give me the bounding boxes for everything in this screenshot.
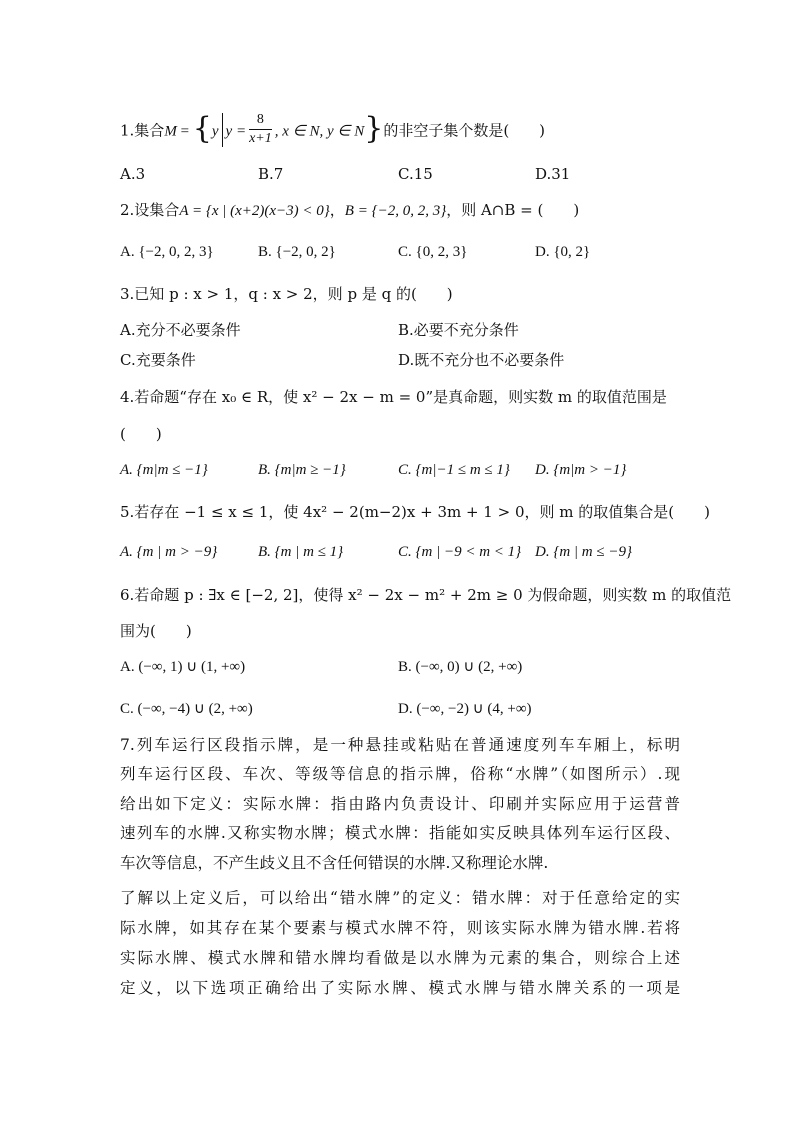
q1-conds: , x ∈ N, y ∈ N xyxy=(274,123,365,140)
q7-paragraph-1-line-2: 列车运行区段、车次、等级等信息的指示牌，俗称“水牌”（如图所示）.现 xyxy=(120,765,680,783)
q6-option-b: B. (−∞, 0) ∪ (2, +∞) xyxy=(398,659,523,675)
question-6-line-1: 6.若命题 p : ∃x ∈ [−2, 2]，使得 x² − 2x − m² + 2m ≥ 0 为假命题，则实数 m 的取值范 xyxy=(120,586,732,604)
q2-option-a: A. {−2, 0, 2, 3} xyxy=(120,244,214,260)
q1-frac-num: 8 xyxy=(249,111,272,130)
q3-option-a: A.充分不必要条件 xyxy=(120,321,241,339)
q3-option-d: D.既不充分也不必要条件 xyxy=(398,351,565,369)
q4-option-b: B. {m|m ≥ −1} xyxy=(258,462,346,478)
q2-prefix: 2.设集合 xyxy=(120,201,180,219)
q7-paragraph-1-line-3: 给出如下定义：实际水牌：指由路内负责设计、印刷并实际应用于运营普 xyxy=(120,795,680,813)
q1-option-d: D.31 xyxy=(535,165,571,183)
q7-paragraph-1-line-5: 车次等信息，不产生歧义且不含任何错误的水牌.又称理论水牌. xyxy=(120,854,549,872)
question-3: 3.已知 p : x > 1，q : x > 2，则 p 是 q 的( ) xyxy=(120,285,453,303)
q1-fraction xyxy=(249,111,272,148)
q2-sep: ， xyxy=(329,201,345,219)
q2-suffix: ，则 A∩B = ( ) xyxy=(446,201,580,219)
q4-option-a: A. {m|m ≤ −1} xyxy=(120,462,208,478)
q1-prefix: 1.集合 xyxy=(120,121,165,140)
q7-paragraph-2-line-1: 了解以上定义后，可以给出“错水牌”的定义：错水牌：对于任意给定的实 xyxy=(120,889,680,907)
q1-cond-y: y = xyxy=(225,123,247,140)
q1-var-y: y xyxy=(211,123,219,140)
q7-paragraph-1-line-1: 7.列车运行区段指示牌，是一种悬挂或粘贴在普通速度列车车厢上，标明 xyxy=(120,736,680,754)
q3-option-c: C.充要条件 xyxy=(120,351,196,369)
q6-option-d: D. (−∞, −2) ∪ (4, +∞) xyxy=(398,701,532,717)
q7-paragraph-2-line-3: 实际水牌、模式水牌和错水牌均看做是以水牌为元素的集合，则综合上述 xyxy=(120,949,680,967)
q2-option-d: D. {0, 2} xyxy=(535,244,591,260)
q1-set-bar xyxy=(222,113,223,147)
q5-option-d: D. {m | m ≤ −9} xyxy=(535,544,632,560)
question-4-line-1: 4.若命题“存在 x₀ ∈ R，使 x² − 2x − m = 0”是真命题，则实数 m 的取值范围是 xyxy=(120,388,667,406)
q5-option-c: C. {m | −9 < m < 1} xyxy=(398,544,522,560)
question-2 xyxy=(120,199,579,222)
q5-option-a: A. {m | m > −9} xyxy=(120,544,218,560)
q7-paragraph-2-line-2: 际水牌，如其存在某个要素与模式水牌不符，则该实际水牌为错水牌.若将 xyxy=(120,919,680,937)
q1-set-name: M xyxy=(164,123,177,140)
q1-suffix: 的非空子集个数是( ) xyxy=(383,121,546,140)
q1-frac-den: x+1 xyxy=(249,131,272,146)
q7-paragraph-1-line-4: 速列车的水牌.又称实物水牌；模式水牌：指能如实反映具体列车运行区段、 xyxy=(120,824,680,842)
q6-option-c: C. (−∞, −4) ∪ (2, +∞) xyxy=(120,701,253,717)
q5-option-b: B. {m | m ≤ 1} xyxy=(258,544,344,560)
q4-option-c: C. {m|−1 ≤ m ≤ 1} xyxy=(398,462,510,478)
q1-option-c: C.15 xyxy=(398,165,433,183)
q2-option-c: C. {0, 2, 3} xyxy=(398,244,468,260)
question-6-line-2: 围为( ) xyxy=(120,622,192,640)
q7-paragraph-2-line-4: 定义，以下选项正确给出了实际水牌、模式水牌与错水牌关系的一项是 xyxy=(120,979,680,997)
q2-set-a: A = {x | (x+2)(x−3) < 0} xyxy=(179,203,330,219)
q6-option-a: A. (−∞, 1) ∪ (1, +∞) xyxy=(120,659,246,675)
question-1 xyxy=(120,110,546,150)
q1-option-b: B.7 xyxy=(258,165,284,183)
q2-set-b: B = {−2, 0, 2, 3} xyxy=(344,203,447,219)
q2-option-b: B. {−2, 0, 2} xyxy=(258,244,336,260)
question-5: 5.若存在 −1 ≤ x ≤ 1，使 4x² − 2(m−2)x + 3m + 1 > 0，则 m 的取值集合是( ) xyxy=(120,503,710,521)
q1-left-brace: { xyxy=(192,110,212,146)
q3-option-b: B.必要不充分条件 xyxy=(398,321,519,339)
q1-right-brace: } xyxy=(364,110,384,146)
question-4-line-2: ( ) xyxy=(120,425,162,443)
q1-eq: = xyxy=(176,123,193,140)
q1-option-a: A.3 xyxy=(120,165,146,183)
q4-option-d: D. {m|m > −1} xyxy=(535,462,627,478)
